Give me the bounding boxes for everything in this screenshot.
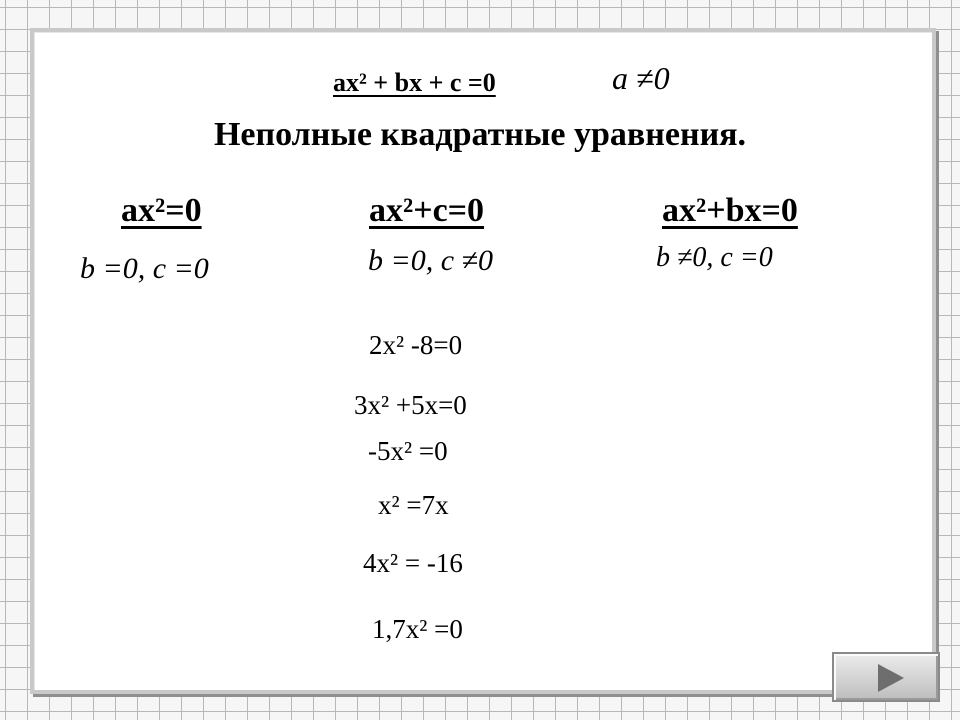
condition-col1: b =0, c =0: [80, 252, 209, 285]
condition-col3: b ≠0, c =0: [656, 242, 773, 273]
form-ax2-eq-0: ax²=0: [121, 192, 202, 229]
example-equation-3: -5x² =0: [368, 436, 448, 466]
general-form-equation: ax² + bx + c =0: [333, 68, 496, 97]
form-ax2-plus-c: ax²+c=0: [369, 192, 485, 229]
next-slide-button[interactable]: [832, 652, 940, 702]
form-ax2-plus-bx: ax²+bx=0: [662, 192, 798, 229]
example-equation-2: 3x² +5x=0: [354, 390, 467, 420]
example-equation-5: 4x² = -16: [363, 548, 463, 578]
example-equation-4: x² =7x: [378, 490, 449, 520]
example-equation-6: 1,7x² =0: [372, 614, 463, 644]
page-title: Неполные квадратные уравнения.: [213, 116, 747, 153]
play-right-arrow-icon: [878, 664, 904, 692]
example-equation-1: 2x² -8=0: [369, 330, 463, 360]
condition-col2: b =0, c ≠0: [368, 244, 494, 277]
a-nonzero-condition: a ≠0: [612, 60, 670, 96]
